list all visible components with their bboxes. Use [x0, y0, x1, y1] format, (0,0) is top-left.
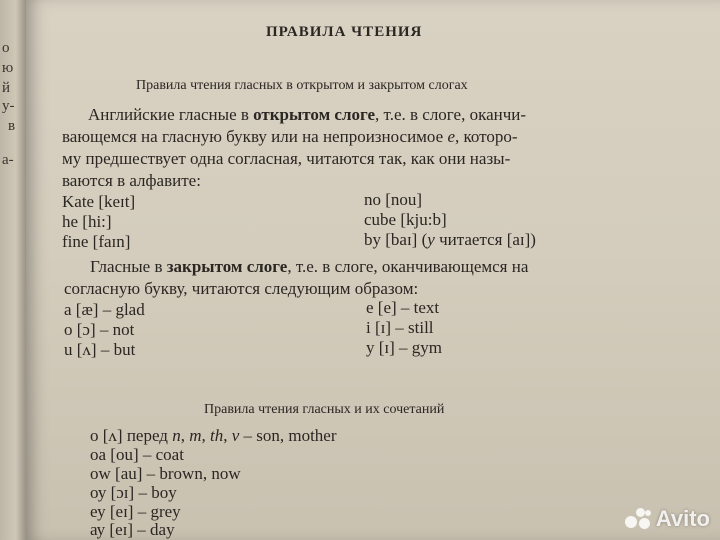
example-open-1: Kate [keɪt] [62, 192, 136, 211]
page-title: ПРАВИЛА ЧТЕНИЯ [266, 24, 423, 40]
combination-row: ау [eɪ] – day [90, 520, 175, 539]
section-title-open-closed: Правила чтения гласных в открытом и закрытом слогах [136, 78, 468, 93]
example-open-4: no [nou] [364, 190, 423, 209]
example-closed-5: i [ɪ] – still [366, 318, 434, 337]
example-open-2: he [hi:] [62, 212, 112, 231]
watermark-text: Avito [655, 506, 710, 531]
example-open-3: fine [faɪn] [62, 232, 131, 251]
margin-fragment: й [2, 80, 11, 96]
margin-fragment: в [8, 118, 16, 134]
paragraph-line: Гласные в закрытом слоге, т.е. в слоге, оканчивающемся на [90, 257, 529, 276]
example-closed-3: u [ʌ] – but [64, 340, 136, 359]
example-open-6: by [baɪ] (у читается [aɪ]) [364, 230, 536, 249]
example-closed-2: о [ɔ] – not [64, 320, 135, 339]
margin-fragment: ю [2, 60, 14, 76]
margin-fragment: о [2, 40, 10, 56]
combination-row: оу [ɔɪ] – boy [90, 483, 177, 502]
section-title-combinations: Правила чтения гласных и их сочетаний [204, 402, 445, 417]
example-closed-1: а [æ] – glad [64, 300, 145, 319]
combination-row: еу [eɪ] – grey [90, 502, 181, 521]
example-closed-4: е [e] – text [366, 298, 440, 317]
combination-row: оа [ou] – coat [90, 445, 184, 464]
adjacent-page-strip [0, 0, 26, 540]
paragraph-line: Английские гласные в открытом слоге, т.е. в слоге, оканчи- [88, 105, 527, 124]
margin-fragment: а- [2, 152, 14, 168]
paragraph-line: согласную букву, читаются следующим образом: [64, 279, 419, 298]
combination-row: о [ʌ] перед n, m, th, v – son, mother [90, 426, 337, 445]
avito-logo-icon [625, 508, 651, 530]
paragraph-line: ваются в алфавите: [62, 171, 201, 190]
avito-watermark [625, 506, 710, 532]
combination-row: ow [au] – brown, now [90, 464, 241, 483]
margin-fragment: у- [2, 98, 15, 114]
book-page [26, 0, 720, 540]
paragraph-line: вающемся на гласную букву или на непроизносимое е, которо- [62, 127, 518, 146]
paragraph-open-syllable [62, 104, 693, 192]
example-open-5: cube [kju:b] [364, 210, 447, 229]
example-closed-6: у [ɪ] – gym [366, 338, 443, 357]
paragraph-closed-syllable [64, 256, 690, 300]
paragraph-line: му предшествует одна согласная, читаются так, как они назы- [62, 149, 511, 168]
